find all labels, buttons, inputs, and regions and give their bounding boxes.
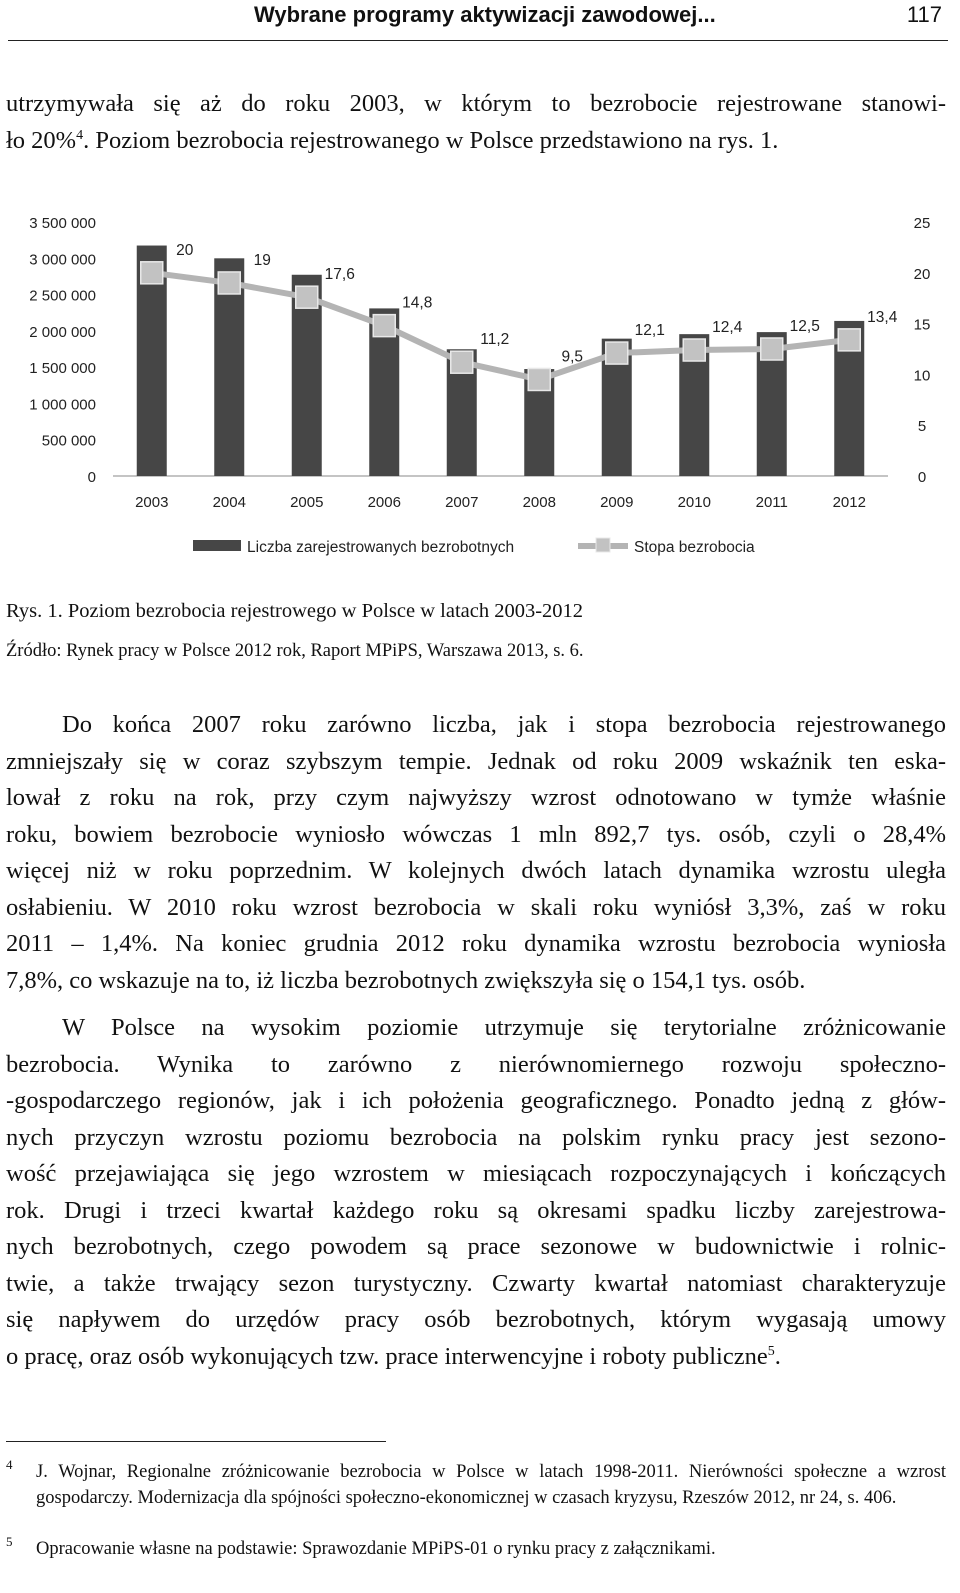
rate-data-label: 19: [253, 251, 271, 269]
y-right-tick-label: 15: [913, 316, 931, 334]
paragraph-1-line-4: roku, bowiem bezrobocie wyniosło wówczas 1 mln 892,7 tys. osób, czyli o 28,4%: [6, 820, 946, 848]
x-tick-label: 2010: [677, 494, 711, 511]
paragraph-2-line-3: -gospodarczego regionów, jak i ich położenia geograficznego. Ponadto jedną z głów-: [6, 1087, 946, 1114]
body-paragraph-2: [6, 1010, 946, 1375]
footnote-ref-5[interactable]: 5: [767, 1343, 775, 1359]
rate-data-label: 12,5: [789, 318, 820, 335]
rate-marker-2008: [528, 368, 550, 390]
footnote-4: [6, 1457, 946, 1511]
x-tick-label: 2004: [212, 494, 246, 511]
paragraph-1-lines: [6, 707, 946, 963]
rate-data-label: 13,4: [867, 308, 898, 326]
unemployment-chart: [0, 200, 960, 580]
paragraph-2-last-start: o pracę, oraz osób wykonujących tzw. prace interwencyjne i roboty publiczne: [6, 1342, 768, 1370]
rate-data-label: 12,1: [634, 322, 665, 340]
footnote-4-number: 4: [6, 1457, 13, 1472]
y-left-tick-label: 3 000 000: [29, 251, 96, 269]
y-left-tick-label: 1 000 000: [29, 396, 96, 414]
paragraph-1-line-3: lował z roku na rok, przy czym najwyższy wzrost odnotowano w tymże właśnie: [6, 784, 946, 811]
intro-line-2-start: ło 20%: [6, 126, 77, 154]
figure-source: Źródło: Rynek pracy w Polsce 2012 rok, Raport MPiPS, Warszawa 2013, s. 6.: [6, 641, 584, 661]
footnote-5-number: 5: [6, 1534, 13, 1549]
y-left-tick-label: 0: [87, 469, 96, 486]
footnote-4-text: J. Wojnar, Regionalne zróżnicowanie bezrobocia w Polsce w latach 1998-2011. Nierówności społeczne a wzrost gospodarczy. Modernizacja dla spójności społeczno-ekonomicznej w czasach kryzysu, Rzeszów 2012, nr 24, s. 406.: [36, 1462, 946, 1508]
header-title: Wybrane programy aktywizacji zawodowej...: [254, 2, 716, 27]
footnote-5: [6, 1534, 946, 1563]
paragraph-2-line-9: się napływem do urzędów pracy osób bezrobotnych, którym wygasają umowy: [6, 1306, 946, 1333]
x-tick-label: 2009: [600, 494, 634, 511]
paragraph-1-line-6: osłabieniu. W 2010 roku wzrost bezrobocia w skali roku wyniósł 3,3%, zaś w roku: [6, 893, 946, 921]
paragraph-1-line-7: 2011 – 1,4%. Na koniec grudnia 2012 roku dynamika wzrostu bezrobocia wyniosła: [6, 930, 946, 957]
rate-data-label: 17,6: [324, 266, 355, 284]
y-left-tick-label: 2 500 000: [29, 287, 96, 305]
rate-marker-2004: [218, 272, 240, 294]
x-tick-label: 2006: [367, 494, 401, 511]
y-right-tick-label: 25: [913, 215, 931, 232]
rate-marker-2012: [838, 329, 860, 351]
intro-line-1: utrzymywała się aż do roku 2003, w którym to bezrobocie rejestrowane stanowi-: [6, 90, 946, 117]
rate-marker-2006: [373, 315, 395, 337]
x-tick-label: 2011: [755, 494, 788, 511]
paragraph-2-line-5: wość przejawiająca się jego wzrostem w miesiącach rozpoczynających i kończących: [6, 1160, 946, 1187]
rate-marker-2009: [606, 342, 628, 364]
y-right-tick-label: 10: [913, 367, 931, 385]
y-left-tick-label: 1 500 000: [29, 360, 96, 378]
paragraph-2-line-7: nych bezrobotnych, czego powodem są prace sezonowe w budownictwie i rolnic-: [6, 1233, 946, 1260]
rate-data-label: 9,5: [561, 348, 584, 366]
y-right-tick-label: 0: [917, 469, 927, 486]
paragraph-1-line-1: Do końca 2007 roku zarówno liczba, jak i stopa bezrobocia rejestrowanego: [62, 711, 946, 738]
paragraph-2-line-1: W Polsce na wysokim poziomie utrzymuje się terytorialne zróżnicowanie: [62, 1014, 946, 1041]
x-tick-label: 2008: [522, 494, 556, 511]
intro-line-2: [6, 123, 946, 160]
legend-bar-label: Liczba zarejestrowanych bezrobotnych: [247, 539, 515, 556]
rate-marker-2003: [141, 262, 163, 284]
paragraph-2-line-6: rok. Drugi i trzeci kwartał każdego roku są okresami spadku liczby zarejestrowa-: [6, 1196, 946, 1224]
legend-line-marker: [596, 538, 610, 552]
intro-line-2-end: . Poziom bezrobocia rejestrowanego w Polsce przedstawiono na rys. 1.: [83, 126, 779, 154]
rate-data-label: 14,8: [402, 294, 433, 312]
body-paragraph-1: [6, 707, 946, 999]
paragraph-1-last-line: 7,8%, co wskazuje na to, iż liczba bezrobotnych zwiększyła się o 154,1 tys. osób.: [6, 966, 806, 994]
paragraph-2-line-8: twie, a także trwający sezon turystyczny. Czwarty kwartał natomiast charakteryzuje: [6, 1269, 946, 1297]
rate-line: [152, 273, 850, 380]
y-left-tick-label: 2 000 000: [29, 323, 96, 341]
footnote-ref-4[interactable]: 4: [76, 127, 84, 143]
footnote-5-text: Opracowanie własne na podstawie: Sprawozdanie MPiPS-01 o rynku pracy z załącznikami.: [36, 1539, 716, 1559]
paragraph-1-line-5: więcej niż w roku poprzednim. W kolejnych dwóch latach dynamika wzrostu uległa: [6, 857, 946, 884]
rate-marker-2011: [761, 338, 783, 360]
legend-bar-swatch: [193, 540, 241, 551]
x-tick-label: 2005: [290, 494, 324, 511]
x-tick-label: 2012: [832, 494, 866, 511]
paragraph-2-last-end: .: [774, 1342, 781, 1370]
y-right-tick-label: 5: [917, 418, 927, 436]
paragraph-2-lines: [6, 1010, 946, 1339]
paragraph-2-line-4: nych przyczyn wzrostu poziomu bezrobocia na polskim rynku pracy jest sezono-: [6, 1123, 946, 1151]
page-number: 117: [906, 2, 942, 27]
paragraph-1-line-2: zmniejszały się w coraz szybszym tempie. Jednak od roku 2009 wskaźnik ten eska-: [6, 747, 946, 775]
y-right-tick-label: 20: [913, 265, 931, 283]
intro-paragraph: [6, 86, 946, 159]
figure-caption: Rys. 1. Poziom bezrobocia rejestrowego w Polsce w latach 2003-2012: [6, 600, 584, 622]
paragraph-2-last-line: [6, 1339, 946, 1376]
footnote-separator: [6, 1441, 386, 1442]
running-header: [8, 0, 948, 41]
x-tick-label: 2003: [135, 494, 169, 511]
rate-marker-2005: [296, 286, 318, 308]
legend-line-label: Stopa bezrobocia: [634, 539, 755, 556]
rate-data-label: 20: [176, 241, 194, 259]
x-tick-label: 2007: [445, 494, 479, 511]
rate-data-label: 12,4: [712, 319, 743, 337]
y-left-tick-label: 3 500 000: [29, 215, 96, 232]
rate-data-label: 11,2: [480, 331, 510, 349]
rate-marker-2007: [451, 351, 473, 373]
paragraph-2-line-2: bezrobocia. Wynika to zarówno z nierównomiernego rozwoju społeczno-: [6, 1050, 946, 1078]
y-left-tick-label: 500 000: [41, 432, 96, 450]
rate-marker-2010: [683, 339, 705, 361]
